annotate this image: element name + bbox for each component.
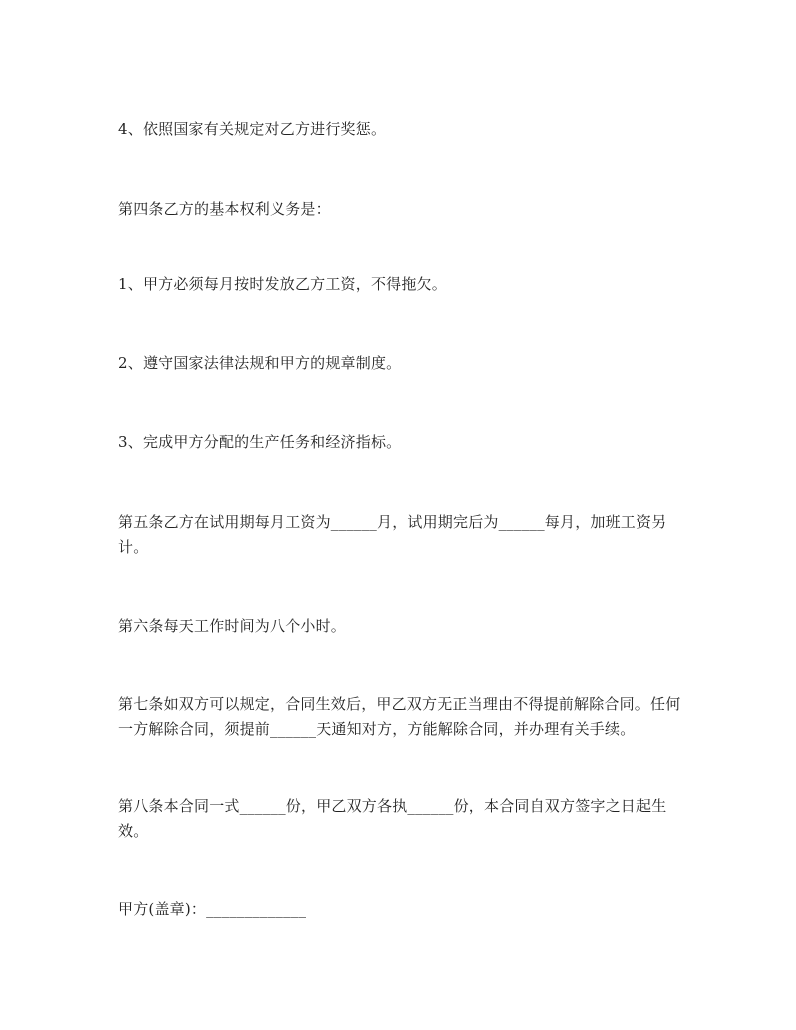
- clause-4-rewards-penalties: 4、依照国家有关规定对乙方进行奖惩。: [118, 120, 387, 138]
- party-a-seal-line: 甲方(盖章)：_____________: [118, 900, 307, 918]
- clause-2-comply-regulations: 2、遵守国家法律法规和甲方的规章制度。: [118, 354, 402, 372]
- clause-1-wage-payment: 1、甲方必须每月按时发放乙方工资，不得拖欠。: [118, 275, 447, 293]
- article-5-probation-wage: 第五条乙方在试用期每月工资为______月，试用期完后为______每月，加班工资另计。: [118, 513, 667, 556]
- clause-3-production-tasks: 3、完成甲方分配的生产任务和经济指标。: [118, 433, 402, 451]
- article-4-heading: 第四条乙方的基本权利义务是：: [118, 200, 331, 218]
- article-8-copies: 第八条本合同一式______份，甲乙双方各执______份，本合同自双方签字之日起生效。: [118, 797, 667, 840]
- article-7-contract-termination: 第七条如双方可以规定，合同生效后，甲乙双方无正当理由不得提前解除合同。任何一方解除合同，须提前______天通知对方，方能解除合同，并办理有关手续。: [118, 695, 681, 738]
- article-6-working-hours: 第六条每天工作时间为八个小时。: [118, 617, 347, 635]
